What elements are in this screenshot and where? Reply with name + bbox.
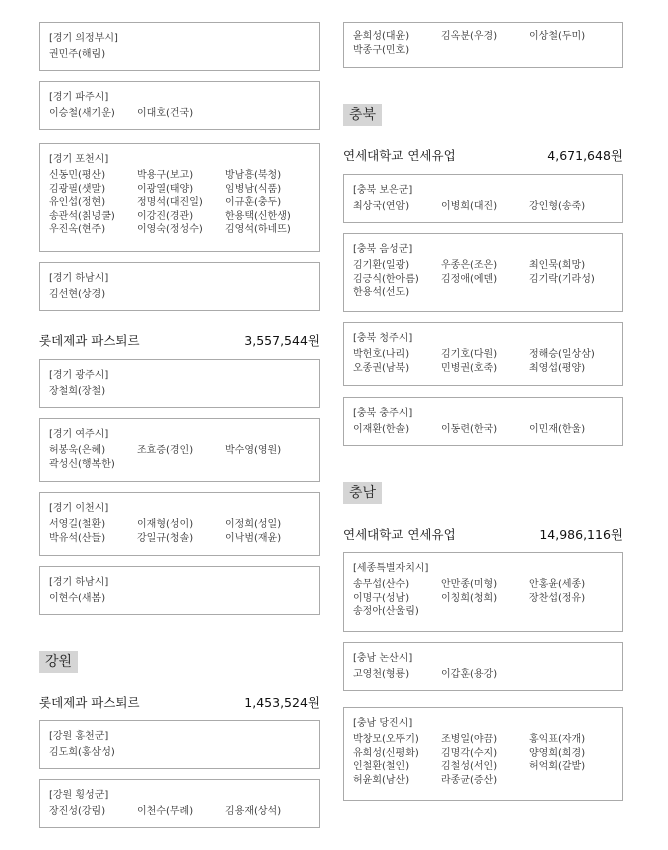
district-box-chungju xyxy=(343,397,623,446)
donor-company: 롯데제과 파스퇴르 xyxy=(39,333,140,348)
donor-name: 박용구(보고) xyxy=(137,170,194,181)
district-box-uijeongbu xyxy=(39,22,320,71)
donor-name: 유희성(신평화) xyxy=(353,747,419,759)
donor-name: 김긍식(한아름) xyxy=(353,273,419,285)
name-list xyxy=(49,444,309,471)
donor-name: 윤희성(대윤) xyxy=(353,31,410,42)
donor-name: 김기호(다원) xyxy=(441,349,498,360)
district-title: [경기 이천시] xyxy=(49,503,109,514)
donor-name: 김도희(홍삼성) xyxy=(49,747,115,758)
donor-name: 권민주(해림) xyxy=(49,49,106,60)
donor-name: 김명각(수지) xyxy=(441,747,498,759)
name-list xyxy=(353,259,612,300)
donor-name: 우종은(조은) xyxy=(441,260,498,271)
donor-name: 이승철(새기운) xyxy=(49,108,115,119)
donor-name: 최상국(연암) xyxy=(353,201,410,212)
region-heading-chungnam: 충남 xyxy=(343,482,382,504)
name-list xyxy=(353,348,612,375)
donor-name: 장찬섭(정유) xyxy=(529,592,586,604)
name-list xyxy=(49,592,309,606)
donor-name: 허억회(갈밭) xyxy=(529,761,586,772)
district-title: [경기 포천시] xyxy=(49,154,109,165)
name-list xyxy=(353,733,612,787)
donor-name: 송정아(산울림) xyxy=(353,606,419,617)
donor-name: 이낙범(재윤) xyxy=(225,532,282,544)
district-box-yeoju xyxy=(39,418,320,482)
name-list xyxy=(49,288,309,302)
district-title: [경기 하남시] xyxy=(49,273,109,284)
donor-name: 이명구(성남) xyxy=(353,592,410,604)
donor-amount: 1,453,524원 xyxy=(244,695,320,710)
district-title: [충북 충주시] xyxy=(353,408,413,419)
district-box-gwangju xyxy=(39,359,320,408)
donor-name: 이병희(대진) xyxy=(441,201,498,212)
donor-name: 최인묵(희망) xyxy=(529,260,586,271)
name-list xyxy=(353,668,612,682)
district-box-boeun xyxy=(343,174,623,223)
donor-name: 이동련(한국) xyxy=(441,424,498,435)
name-list xyxy=(49,518,309,545)
donor-name: 이규훈(충두) xyxy=(225,197,282,208)
donor-name: 임병남(식품) xyxy=(225,183,282,195)
donor-name: 이재형(성이) xyxy=(137,519,194,530)
district-title: [경기 의정부시] xyxy=(49,33,118,44)
donor-name: 인철환(철인) xyxy=(353,761,410,772)
donor-name: 송무섭(산수) xyxy=(353,579,410,590)
donor-name: 박종구(민호) xyxy=(353,44,410,56)
donor-name: 민병권(호죽) xyxy=(441,362,498,374)
donor-name: 양영희(희경) xyxy=(529,747,586,759)
name-list xyxy=(49,169,309,237)
district-title: [충남 논산시] xyxy=(353,653,413,664)
donor-name: 고영천(형룡) xyxy=(353,669,410,680)
district-box-cheongju xyxy=(343,322,623,386)
region-heading-gangwon: 강원 xyxy=(39,651,78,673)
donor-name: 이칭희(청희) xyxy=(441,592,498,604)
donor-name: 서영길(철환) xyxy=(49,519,106,530)
district-box-hongcheon xyxy=(39,720,320,769)
district-title: [충북 청주시] xyxy=(353,333,413,344)
donor-name: 방남흥(북청) xyxy=(225,170,282,181)
donor-name: 조병일(야끔) xyxy=(441,734,498,745)
donor-name: 김기환(일광) xyxy=(353,260,410,271)
district-box-hanam xyxy=(39,262,320,311)
district-box-hoengseong xyxy=(39,779,320,828)
donor-name: 곽성신(행복한) xyxy=(49,458,115,470)
district-box-pocheon xyxy=(39,143,320,252)
donor-name: 오종권(남북) xyxy=(353,362,410,374)
donor-name: 이민재(한울) xyxy=(529,424,586,435)
donor-name: 강일규(청솔) xyxy=(137,532,194,544)
donor-name: 신동민(평산) xyxy=(49,170,106,181)
donor-name: 정해승(일상삼) xyxy=(529,349,595,360)
name-list xyxy=(49,48,309,62)
region-heading-chungbuk: 충북 xyxy=(343,104,382,126)
donor-name: 허봉욱(은혜) xyxy=(49,445,106,456)
donor-name: 안만종(미형) xyxy=(441,579,498,590)
donor-amount: 14,986,116원 xyxy=(539,527,623,542)
donor-name: 김영석(하네뜨) xyxy=(225,224,291,235)
donor-name: 김광필(샛말) xyxy=(49,183,106,195)
district-title: [강원 횡성군] xyxy=(49,790,109,801)
name-list xyxy=(49,107,309,121)
donor-name: 최영섭(평양) xyxy=(529,362,586,374)
donor-name: 박헌호(나리) xyxy=(353,349,410,360)
district-title: [충북 음성군] xyxy=(353,244,413,255)
district-box-sejong xyxy=(343,552,623,632)
donor-name: 한용택(신한생) xyxy=(225,210,291,222)
donor-name: 정명석(대진일) xyxy=(137,197,203,208)
donor-name: 이영숙(정성수) xyxy=(137,224,203,235)
donor-name: 김옥분(우경) xyxy=(441,31,498,42)
donor-name: 유인섭(정현) xyxy=(49,197,106,208)
name-list xyxy=(49,385,309,399)
name-list xyxy=(353,578,612,619)
donor-name: 김선현(상경) xyxy=(49,289,106,300)
district-title: [충북 보은군] xyxy=(353,185,413,196)
donor-name: 박수영(영원) xyxy=(225,445,282,456)
donor-name: 허윤회(남산) xyxy=(353,774,410,786)
district-title: [경기 광주시] xyxy=(49,370,109,381)
name-list xyxy=(49,746,309,760)
donor-name: 송관석(칡넝쿨) xyxy=(49,210,115,222)
district-title: [경기 하남시] xyxy=(49,577,109,588)
name-list xyxy=(353,30,612,57)
district-title: [세종특별자치시] xyxy=(353,563,429,574)
donor-name: 김기락(기라성) xyxy=(529,273,595,285)
donor-amount: 4,671,648원 xyxy=(547,148,623,163)
district-title: [충남 당진시] xyxy=(353,718,413,729)
donor-name: 박창모(오뚜기) xyxy=(353,734,419,745)
donor-name: 이천수(무례) xyxy=(137,806,194,817)
name-list xyxy=(353,200,612,214)
donor-name: 홍익표(자개) xyxy=(529,734,586,745)
name-list xyxy=(49,805,309,819)
donor-name: 김정애(에덴) xyxy=(441,273,498,285)
donor-name: 이재환(한솔) xyxy=(353,424,410,435)
donor-name: 장진성(강림) xyxy=(49,806,106,817)
donor-name: 이정희(성일) xyxy=(225,519,282,530)
district-title: [경기 여주시] xyxy=(49,429,109,440)
donor-name: 김용재(상석) xyxy=(225,806,282,817)
district-box-hanam-2 xyxy=(39,566,320,615)
donor-name: 이광열(태양) xyxy=(137,183,194,195)
district-title: [강원 홍천군] xyxy=(49,731,109,742)
donor-name: 우진옥(현주) xyxy=(49,224,106,235)
donor-name: 이상철(두미) xyxy=(529,31,586,42)
donor-name: 조효증(경인) xyxy=(137,445,194,456)
donor-name: 안홍윤(세종) xyxy=(529,579,586,590)
donor-company: 연세대학교 연세유업 xyxy=(343,148,456,163)
district-box-nonsan xyxy=(343,642,623,691)
district-box-dangjin xyxy=(343,707,623,801)
donor-name: 한용석(선도) xyxy=(353,287,410,298)
district-box-paju xyxy=(39,81,320,130)
name-list xyxy=(353,423,612,437)
donor-name: 박유석(산들) xyxy=(49,532,106,544)
district-box-eumseong xyxy=(343,233,623,312)
donor-name: 이현수(새봄) xyxy=(49,593,106,604)
district-box-continued xyxy=(343,22,623,68)
donor-name: 이갑훈(용강) xyxy=(441,669,498,680)
donor-name: 이대호(건국) xyxy=(137,108,194,119)
district-title: [경기 파주시] xyxy=(49,92,109,103)
donor-company: 롯데제과 파스퇴르 xyxy=(39,695,140,710)
donor-name: 장철희(장철) xyxy=(49,386,106,397)
donor-name: 이강진(경관) xyxy=(137,210,194,222)
donor-name: 강인형(송죽) xyxy=(529,201,586,212)
donor-name: 라종균(증산) xyxy=(441,774,498,786)
donor-company: 연세대학교 연세유업 xyxy=(343,527,456,542)
donor-amount: 3,557,544원 xyxy=(244,333,320,348)
donor-name: 김철성(서인) xyxy=(441,761,498,772)
district-box-icheon xyxy=(39,492,320,556)
